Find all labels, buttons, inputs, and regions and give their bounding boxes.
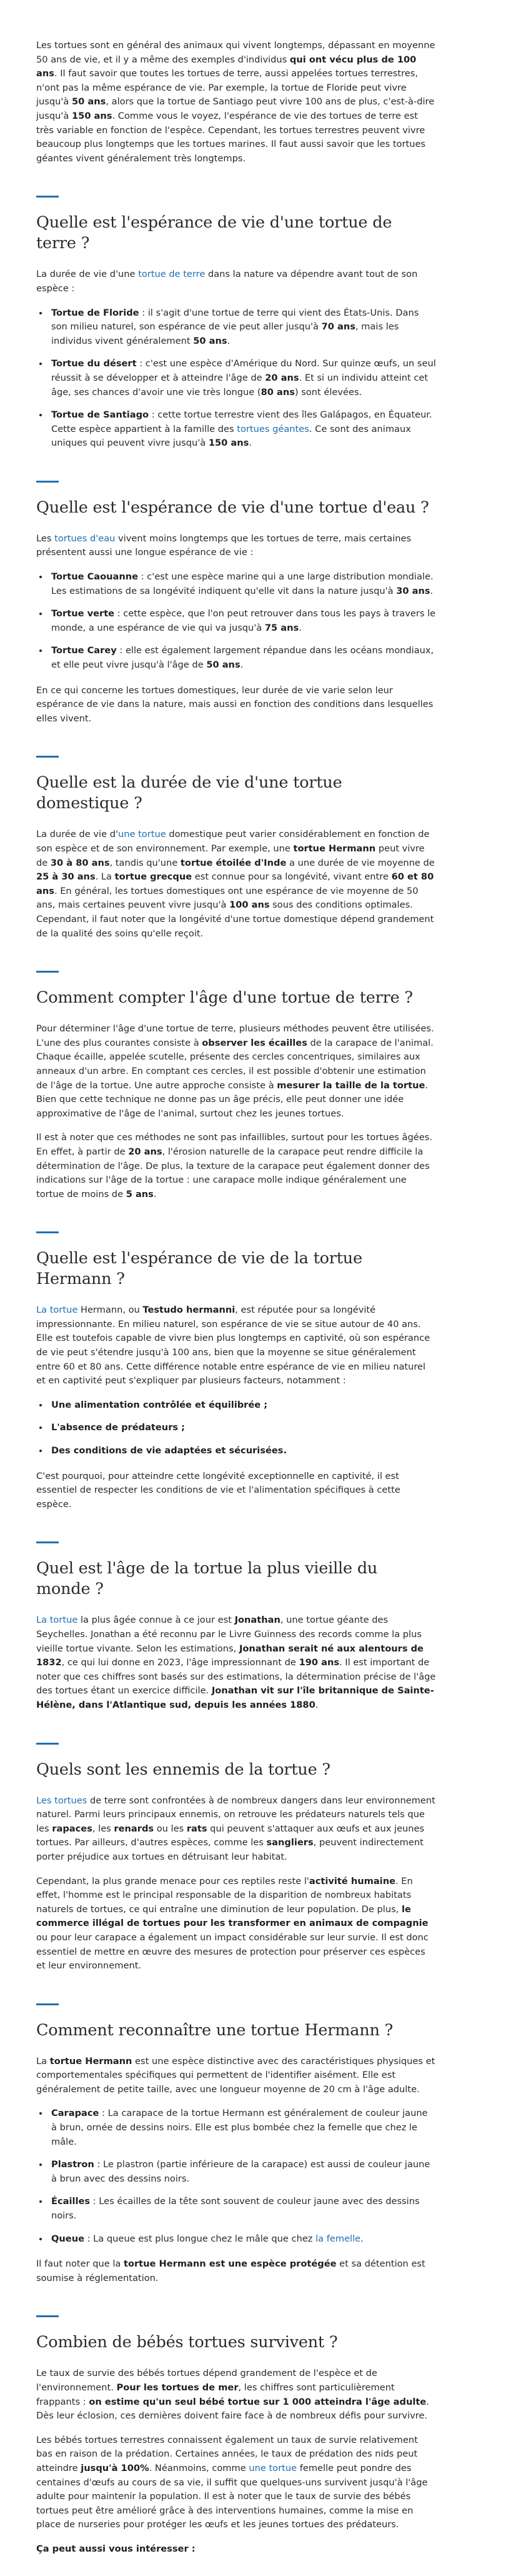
section-divider bbox=[36, 2315, 59, 2317]
section-paragraph: C'est pourquoi, pour atteindre cette longévité exceptionnelle en captivité, il est essentiel de respecter les conditions de vie et l'alimentation spécifiques à cette espèce. bbox=[36, 1470, 400, 1510]
section-divider bbox=[36, 1743, 59, 1745]
section-divider bbox=[36, 1231, 59, 1233]
section-paragraph: Les tortues d'eau vivent moins longtemps que les tortues de terre, mais certaines présentent aussi une longue espérance de vie : bbox=[36, 533, 412, 558]
section-paragraph: La durée de vie d'une tortue de terre dans la nature va dépendre avant tout de son espèce : bbox=[36, 269, 418, 294]
section-paragraph: Les bébés tortues terrestres connaissent également un taux de survie relativement bas en raison de la prédation. Certaines années, le taux de prédation des nids peut atteindre jusqu'à 100%. Néanmoins, comme une tortue femelle peut pondre des centaines d'œufs au cours de sa vie, il suffit que quelques-uns survivent jusqu'à l'âge adulte pour maintenir la population. Il est à noter que le taux de survie des bébés tortues peut être amélioré grâce à des interventions humaines, comme la mise en place de nurseries pour protéger les œufs et les jeunes tortues des prédateurs. bbox=[36, 2434, 428, 2530]
section-heading: Quels sont les ennemis de la tortue ? bbox=[36, 1760, 330, 1779]
list-item: • Carapace : La carapace de la tortue Hermann est généralement de couleur jaune à brun, ornée de dessins noirs. Elle est plus bombée chez la femelle que chez le mâle. bbox=[49, 2107, 436, 2149]
intro-paragraph: Les tortues sont en général des animaux qui vivent longtemps, dépassant en moyenne 50 ans de vie, et il y a même des exemples d'individus qui ont vécu plus de 100 ans. Il faut savoir que toutes les tortues de terre, aussi appelées tortues terrestres, n'ont pas la même espérance de vie. Par exemple, la tortue de Floride peut vivre jusqu'à 50 ans, alors que la tortue de Santiago peut vivre 100 ans de plus, c'est-à-dire jusqu'à 150 ans. Comme vous le voyez, l'espérance de vie des tortues de terre est très variable en fonction de l'espèce. Cependant, les tortues terrestres peuvent vivre beaucoup plus longtemps que les tortues marines. Il faut aussi savoir que les tortues géantes vivent généralement très longtemps. bbox=[36, 40, 435, 164]
list-item: • Queue : La queue est plus longue chez le mâle que chez la femelle. bbox=[49, 2232, 436, 2247]
section-divider bbox=[36, 756, 59, 758]
link-la-femelle[interactable]: la femelle bbox=[315, 2233, 361, 2244]
section-divider bbox=[36, 971, 59, 973]
list-item: • Tortue de Santiago : cette tortue terrestre vient des îles Galápagos, en Équateur. Cette espèce appartient à la famille des tortues géantes. Ce sont des animaux uniques qui peuvent vivre jusqu'à 150 ans. bbox=[49, 408, 436, 451]
section-paragraph: Il faut noter que la tortue Hermann est une espèce protégée et sa détention est soumise à réglementation. bbox=[36, 2258, 425, 2283]
list-item: • Des conditions de vie adaptées et sécurisées. bbox=[49, 1444, 436, 1458]
list-item: • Plastron : Le plastron (partie inférieure de la carapace) est aussi de couleur jaune à brun avec des dessins noirs. bbox=[49, 2158, 436, 2186]
section-heading: Quelle est l'espérance de vie de la tortue Hermann ? bbox=[36, 1249, 362, 1289]
section-heading: Comment compter l'âge d'une tortue de terre ? bbox=[36, 988, 413, 1008]
section-heading: Comment reconnaître une tortue Hermann ? bbox=[36, 2020, 394, 2040]
related-heading: Ça peut aussi vous intéresser : bbox=[36, 2543, 196, 2554]
section-recognize-hermann bbox=[36, 2003, 436, 2286]
section-paragraph: La tortue Hermann, ou Testudo hermanni, est réputée pour sa longévité impressionnante. En milieu naturel, son espérance de vie se situe autour de 40 ans. Elle est toutefois capable de vivre bien plus longtemps en captivité, où son espérance de vie peut s'étendre jusqu'à 100 ans, bien que la moyenne se situe généralement entre 60 et 80 ans. Cette différence notable entre espérance de vie en milieu naturel et en captivité peut s'expliquer par plusieurs facteurs, notamment : bbox=[36, 1305, 430, 1386]
section-water-turtle bbox=[36, 481, 436, 726]
section-paragraph: En ce qui concerne les tortues domestiques, leur durée de vie varie selon leur espérance de vie dans la nature, mais aussi en fonction des conditions dans lesquelles elles vivent. bbox=[36, 684, 434, 724]
article-body bbox=[36, 0, 436, 2557]
list-item: • Tortue verte : cette espèce, que l'on peut retrouver dans tous les pays à travers le monde, a une espérance de vie qui va jusqu'à 75 ans. bbox=[49, 607, 436, 635]
features-list bbox=[36, 2107, 436, 2246]
section-count-age bbox=[36, 971, 436, 1201]
section-divider bbox=[36, 1541, 59, 1543]
list-item: • Tortue de Floride : il s'agit d'une tortue de terre qui vient des États-Unis. Dans son milieu naturel, son espérance de vie peut aller jusqu'à 70 ans, mais les individus vivent généralement 50 ans. bbox=[49, 306, 436, 349]
section-baby-survival bbox=[36, 2315, 436, 2556]
section-divider bbox=[36, 2003, 59, 2005]
section-heading: Quelle est l'espérance de vie d'une tortue de terre ? bbox=[36, 213, 392, 253]
section-heading: Quel est l'âge de la tortue la plus vieille du monde ? bbox=[36, 1559, 378, 1599]
list-item: • Tortue Carey : elle est également largement répandue dans les océans mondiaux, et elle peut vivre jusqu'à l'âge de 50 ans. bbox=[49, 644, 436, 672]
link-tortues-geantes[interactable]: tortues géantes bbox=[237, 423, 309, 434]
list-item: • Tortue Caouanne : c'est une espèce marine qui a une large distribution mondiale. Les estimations de sa longévité indiquent qu'elle vit dans la nature jusqu'à 30 ans. bbox=[49, 570, 436, 598]
species-list bbox=[36, 306, 436, 451]
section-hermann-lifespan bbox=[36, 1231, 436, 1511]
section-paragraph: Il est à noter que ces méthodes ne sont pas infaillibles, surtout pour les tortues âgées. En effet, à partir de 20 ans, l'érosion naturelle de la carapace peut rendre difficile la détermination de l'âge. De plus, la texture de la carapace peut également donner des indications sur l'âge de la tortue : une carapace molle indique généralement une tortue de moins de 5 ans. bbox=[36, 1132, 432, 1200]
factors-list bbox=[36, 1398, 436, 1458]
section-divider bbox=[36, 481, 59, 483]
section-paragraph: Pour déterminer l'âge d'une tortue de terre, plusieurs méthodes peuvent être utilisées. L'une des plus courantes consiste à observer les écailles de la carapace de l'animal. Chaque écaille, appelée scutelle, présente des cercles concentriques, similaires aux anneaux d'un arbre. En comptant ces cercles, il est possible d'obtenir une estimation de l'âge de la tortue. Une autre approche consiste à mesurer la taille de la tortue. Bien que cette technique ne donne pas un âge précis, elle peut donner une idée approximative de l'âge de l'animal, surtout chez les jeunes tortues. bbox=[36, 1023, 434, 1119]
section-heading: Quelle est l'espérance de vie d'une tortue d'eau ? bbox=[36, 498, 429, 517]
section-oldest-turtle bbox=[36, 1541, 436, 1712]
list-item: • Écailles : Les écailles de la tête sont souvent de couleur jaune avec des dessins noirs. bbox=[49, 2195, 436, 2223]
section-paragraph: Les tortues de terre sont confrontées à de nombreux dangers dans leur environnement naturel. Parmi leurs principaux ennemis, on retrouve les prédateurs naturels tels que les rapaces, les renards ou les rats qui peuvent s'attaquer aux œufs et aux jeunes tortues. Par ailleurs, d'autres espèces, comme les sangliers, peuvent indirectement porter préjudice aux tortues en détruisant leur habitat. bbox=[36, 1795, 435, 1862]
link-les-tortues[interactable]: Les tortues bbox=[36, 1795, 87, 1806]
section-heading: Combien de bébés tortues survivent ? bbox=[36, 2333, 338, 2352]
link-la-tortue[interactable]: La tortue bbox=[36, 1305, 78, 1316]
section-divider bbox=[36, 196, 59, 198]
link-tortue-de-terre[interactable]: tortue de terre bbox=[138, 269, 206, 280]
section-heading: Quelle est la durée de vie d'une tortue domestique ? bbox=[36, 773, 342, 813]
section-paragraph: La tortue Hermann est une espèce distinctive avec des caractéristiques physiques et comportementales spécifiques qui permettent de l'identifier aisément. Elle est généralement de petite taille, avec une longueur moyenne de 20 cm à l'âge adulte. bbox=[36, 2055, 435, 2095]
section-enemies bbox=[36, 1743, 436, 1973]
link-tortues-deau[interactable]: tortues d'eau bbox=[54, 533, 116, 544]
link-une-tortue[interactable]: une tortue bbox=[249, 2462, 297, 2473]
section-paragraph: La durée de vie d'une tortue domestique peut varier considérablement en fonction de son espèce et de son environnement. Par exemple, une tortue Hermann peut vivre de 30 à 80 ans, tandis qu'une tortue étoilée d'Inde a une durée de vie moyenne de 25 à 30 ans. La tortue grecque est connue pour sa longévité, vivant entre 60 et 80 ans. En général, les tortues domestiques ont une espérance de vie moyenne de 50 ans, mais certaines peuvent vivre jusqu'à 100 ans sous des conditions optimales. Cependant, il faut noter que la longévité d'une tortue domestique dépend grandement de la qualité des soins qu'elle reçoit. bbox=[36, 829, 435, 939]
species-list bbox=[36, 570, 436, 673]
section-land-turtle bbox=[36, 196, 436, 451]
section-domestic-turtle bbox=[36, 756, 436, 941]
list-item: • Une alimentation contrôlée et équilibrée ; bbox=[49, 1398, 436, 1413]
link-la-tortue[interactable]: La tortue bbox=[36, 1615, 78, 1626]
list-item: • Tortue du désert : c'est une espèce d'Amérique du Nord. Sur quinze œufs, un seul réussit à se développer et à atteindre l'âge de 20 ans. Et si un individu atteint cet âge, ses chances d'avoir une vie très longue (80 ans) sont élevées. bbox=[49, 357, 436, 399]
list-item: • L'absence de prédateurs ; bbox=[49, 1421, 436, 1435]
section-paragraph: Cependant, la plus grande menace pour ces reptiles reste l'activité humaine. En effet, l'homme est le principal responsable de la disparition de nombreux habitats naturels de tortues, ce qui entraîne une diminution de leur population. De plus, le commerce illégal de tortues pour les transformer en animaux de compagnie ou pour leur carapace a également un impact considérable sur leur survie. Il est donc essentiel de mettre en œuvre des mesures de protection pour préserver ces espèces et leur environnement. bbox=[36, 1875, 429, 1972]
section-paragraph: La tortue la plus âgée connue à ce jour est Jonathan, une tortue géante des Seychelles. Jonathan a été reconnu par le Livre Guinness des records comme la plus vieille tortue vivante. Selon les estimations, Jonathan serait né aux alentours de 1832, ce qui lui donne en 2023, l'âge impressionnant de 190 ans. Il est important de noter que ces chiffres sont basés sur des estimations, la détermination précise de l'âge des tortues étant un exercice difficile. Jonathan vit sur l'île britannique de Sainte-Hélène, dans l'Atlantique sud, depuis les années 1880. bbox=[36, 1615, 436, 1710]
link-une-tortue[interactable]: une tortue bbox=[117, 829, 166, 840]
section-paragraph: Le taux de survie des bébés tortues dépend grandement de l'espèce et de l'environnement. Pour les tortues de mer, les chiffres sont particulièrement frappants : on estime qu'un seul bébé tortue sur 1 000 atteindra l'âge adulte. Dès leur éclosion, ces dernières doivent faire face à de nombreux défis pour survivre. bbox=[36, 2368, 429, 2422]
